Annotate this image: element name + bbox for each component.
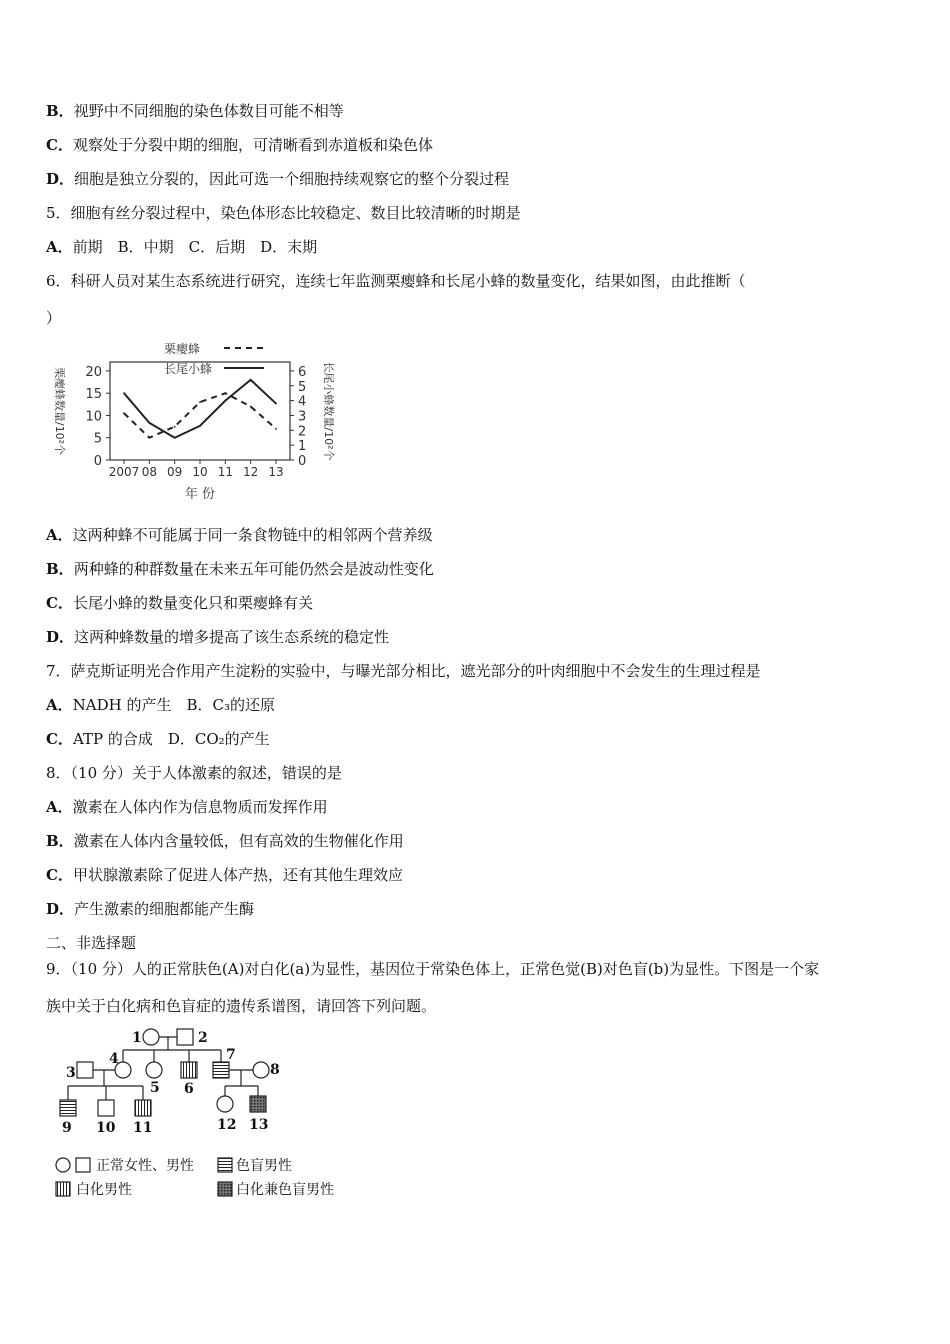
item-label: 6． (46, 272, 71, 290)
legend-albino-icon (56, 1182, 70, 1196)
individual-6 (181, 1062, 197, 1078)
series-0-point (224, 392, 226, 394)
item-label: A． (46, 798, 73, 816)
item-label: C． (46, 136, 73, 154)
item-text: 激素在人体内含量较低，但有高效的生物催化作用 (73, 832, 404, 850)
label-10: 10 (96, 1120, 116, 1136)
legend-normal-female-icon (56, 1158, 70, 1172)
label-5: 5 (150, 1080, 160, 1096)
series-1-point (174, 437, 176, 439)
text-line (46, 271, 746, 291)
series-0-point (123, 412, 125, 414)
series-1-point (275, 403, 277, 405)
pedigree-diagram (50, 1022, 360, 1202)
text-line (46, 661, 761, 681)
text-line (46, 933, 136, 953)
right-axis-title: 长尾小蜂数量/10²个 (322, 361, 335, 461)
text-line (46, 559, 434, 579)
legend-label-0: 栗瘿蜂 (164, 342, 201, 356)
item-text: ATP 的合成 D．CO₂的产生 (72, 730, 270, 748)
x-tick-label: 13 (268, 465, 284, 479)
x-tick-label: 10 (192, 465, 208, 479)
text-line (46, 729, 270, 749)
legend-normal-label: 正常女性、男性 (96, 1158, 194, 1174)
individual-1 (143, 1029, 159, 1045)
item-label: C． (46, 866, 73, 884)
series-0-point (174, 426, 176, 428)
item-text: 产生激素的细胞都能产生酶 (74, 900, 255, 918)
item-text: 观察处于分裂中期的细胞，可清晰看到赤道板和染色体 (72, 136, 433, 154)
label-1: 1 (132, 1030, 142, 1046)
label-6: 6 (184, 1081, 194, 1097)
text-line (46, 865, 403, 885)
legend-colorblind-icon (218, 1158, 232, 1172)
series-0-point (199, 401, 201, 403)
series-1-point (250, 379, 252, 381)
text-line (46, 237, 317, 257)
text-line (46, 593, 313, 613)
text-line (46, 203, 521, 223)
left-axis-title: 栗瘿蜂数量/10²个 (53, 366, 66, 456)
item-text: （10 分）关于人体激素的叙述，错误的是 (70, 764, 342, 782)
text-line (46, 695, 275, 715)
individual-2 (177, 1029, 193, 1045)
population-line-chart (42, 340, 342, 508)
item-label: B． (46, 102, 74, 120)
item-text: 科研人员对某生态系统进行研究，连续七年监测栗瘿蜂和长尾小蜂的数量变化，结果如图，由此推断（ (70, 272, 746, 290)
x-axis-title: 年 份 (184, 487, 216, 502)
text-line (46, 763, 342, 783)
left-tick-label: 5 (93, 431, 102, 447)
item-label: A． (46, 238, 73, 256)
item-text: 二、非选择题 (46, 934, 137, 952)
item-text: 这两种蜂数量的增多提高了该生态系统的稳定性 (74, 628, 390, 646)
series-0-point (250, 406, 252, 408)
individual-11 (135, 1100, 151, 1116)
individual-3 (77, 1062, 93, 1078)
legend-albino-label: 白化男性 (76, 1182, 132, 1198)
item-text: 细胞是独立分裂的，因此可选一个细胞持续观察它的整个分裂过程 (74, 170, 510, 188)
text-line (46, 797, 328, 817)
individual-7 (213, 1062, 229, 1078)
legend-both-icon (218, 1182, 232, 1196)
label-3: 3 (66, 1065, 76, 1081)
item-label: 7． (46, 662, 71, 680)
legend-colorblind-label: 色盲男性 (236, 1158, 292, 1174)
item-text: 细胞有丝分裂过程中，染色体形态比较稳定、数目比较清晰的时期是 (70, 204, 521, 222)
text-line (46, 525, 433, 545)
label-12: 12 (217, 1117, 237, 1133)
x-tick-label: 08 (141, 465, 157, 479)
right-tick-label: 4 (298, 394, 307, 410)
individual-13 (250, 1096, 266, 1112)
item-text: NADH 的产生 B．C₃的还原 (72, 696, 275, 714)
item-text: 前期 B．中期 C．后期 D．末期 (72, 238, 318, 256)
series-1-point (224, 400, 226, 402)
right-tick-label: 6 (298, 364, 307, 380)
label-11: 11 (133, 1120, 153, 1136)
item-label: A． (46, 526, 73, 544)
item-label: 9． (46, 960, 71, 978)
text-line (46, 627, 389, 647)
label-9: 9 (62, 1120, 72, 1136)
item-label: D． (46, 628, 75, 646)
item-text: 这两种蜂不可能属于同一条食物链中的相邻两个营养级 (72, 526, 433, 544)
individual-5 (146, 1062, 162, 1078)
left-tick-label: 20 (85, 364, 102, 380)
individual-10 (98, 1100, 114, 1116)
right-tick-label: 5 (298, 379, 307, 395)
legend-label-1: 长尾小蜂 (164, 362, 213, 376)
label-7: 7 (226, 1047, 236, 1063)
text-line (46, 169, 509, 189)
right-tick-label: 0 (298, 454, 307, 469)
item-text: 萨克斯证明光合作用产生淀粉的实验中，与曝光部分相比，遮光部分的叶肉细胞中不会发生的生理过程是 (70, 662, 761, 680)
text-line (46, 135, 433, 155)
item-text: 两种蜂的种群数量在未来五年可能仍然会是波动性变化 (73, 560, 434, 578)
item-label: D． (46, 170, 75, 188)
right-tick-label: 2 (298, 424, 307, 440)
item-text: ） (46, 309, 62, 327)
item-label: A． (46, 696, 73, 714)
legend-both-label: 白化兼色盲男性 (236, 1182, 334, 1198)
series-1-point (148, 422, 150, 424)
text-line (46, 959, 819, 979)
individual-8 (253, 1062, 269, 1078)
individual-12 (217, 1096, 233, 1112)
x-tick-label: 2007 (108, 465, 140, 479)
series-0-point (275, 428, 277, 430)
x-tick-label: 12 (243, 465, 259, 479)
plot-frame (110, 362, 290, 460)
series-0-point (148, 437, 150, 439)
text-line (46, 831, 404, 851)
series-line-0 (124, 393, 276, 438)
item-text: 族中关于白化病和色盲症的遗传系谱图，请回答下列问题。 (46, 997, 437, 1015)
right-tick-label: 1 (298, 439, 307, 455)
right-tick-label: 3 (298, 409, 307, 425)
x-tick-label: 11 (217, 465, 233, 479)
item-text: 长尾小蜂的数量变化只和栗瘿蜂有关 (72, 594, 313, 612)
series-1-point (123, 392, 125, 394)
series-1-point (199, 425, 201, 427)
item-text: （10 分）人的正常肤色(A)对白化(a)为显性，基因位于常染色体上，正常色觉(B)对色盲(b)为显性。下图是一个家 (70, 960, 820, 978)
left-tick-label: 0 (93, 454, 102, 469)
left-tick-label: 15 (85, 387, 102, 403)
text-line (46, 101, 344, 121)
item-label: C． (46, 730, 73, 748)
label-8: 8 (270, 1062, 280, 1078)
item-label: C． (46, 594, 73, 612)
text-line (46, 996, 436, 1016)
item-label: 5． (46, 204, 71, 222)
label-13: 13 (249, 1117, 269, 1133)
individual-9 (60, 1100, 76, 1116)
item-label: B． (46, 560, 74, 578)
x-tick-label: 09 (167, 465, 183, 479)
text-line (46, 899, 254, 919)
item-label: 8． (46, 764, 71, 782)
left-tick-label: 10 (85, 409, 102, 425)
label-2: 2 (198, 1030, 208, 1046)
legend-normal-male-icon (76, 1158, 90, 1172)
item-text: 视野中不同细胞的染色体数目可能不相等 (73, 102, 344, 120)
item-text: 激素在人体内作为信息物质而发挥作用 (72, 798, 328, 816)
item-label: D． (46, 900, 75, 918)
item-text: 甲状腺激素除了促进人体产热，还有其他生理效应 (72, 866, 403, 884)
item-label: B． (46, 832, 74, 850)
label-4: 4 (109, 1051, 119, 1067)
text-line (46, 308, 61, 328)
